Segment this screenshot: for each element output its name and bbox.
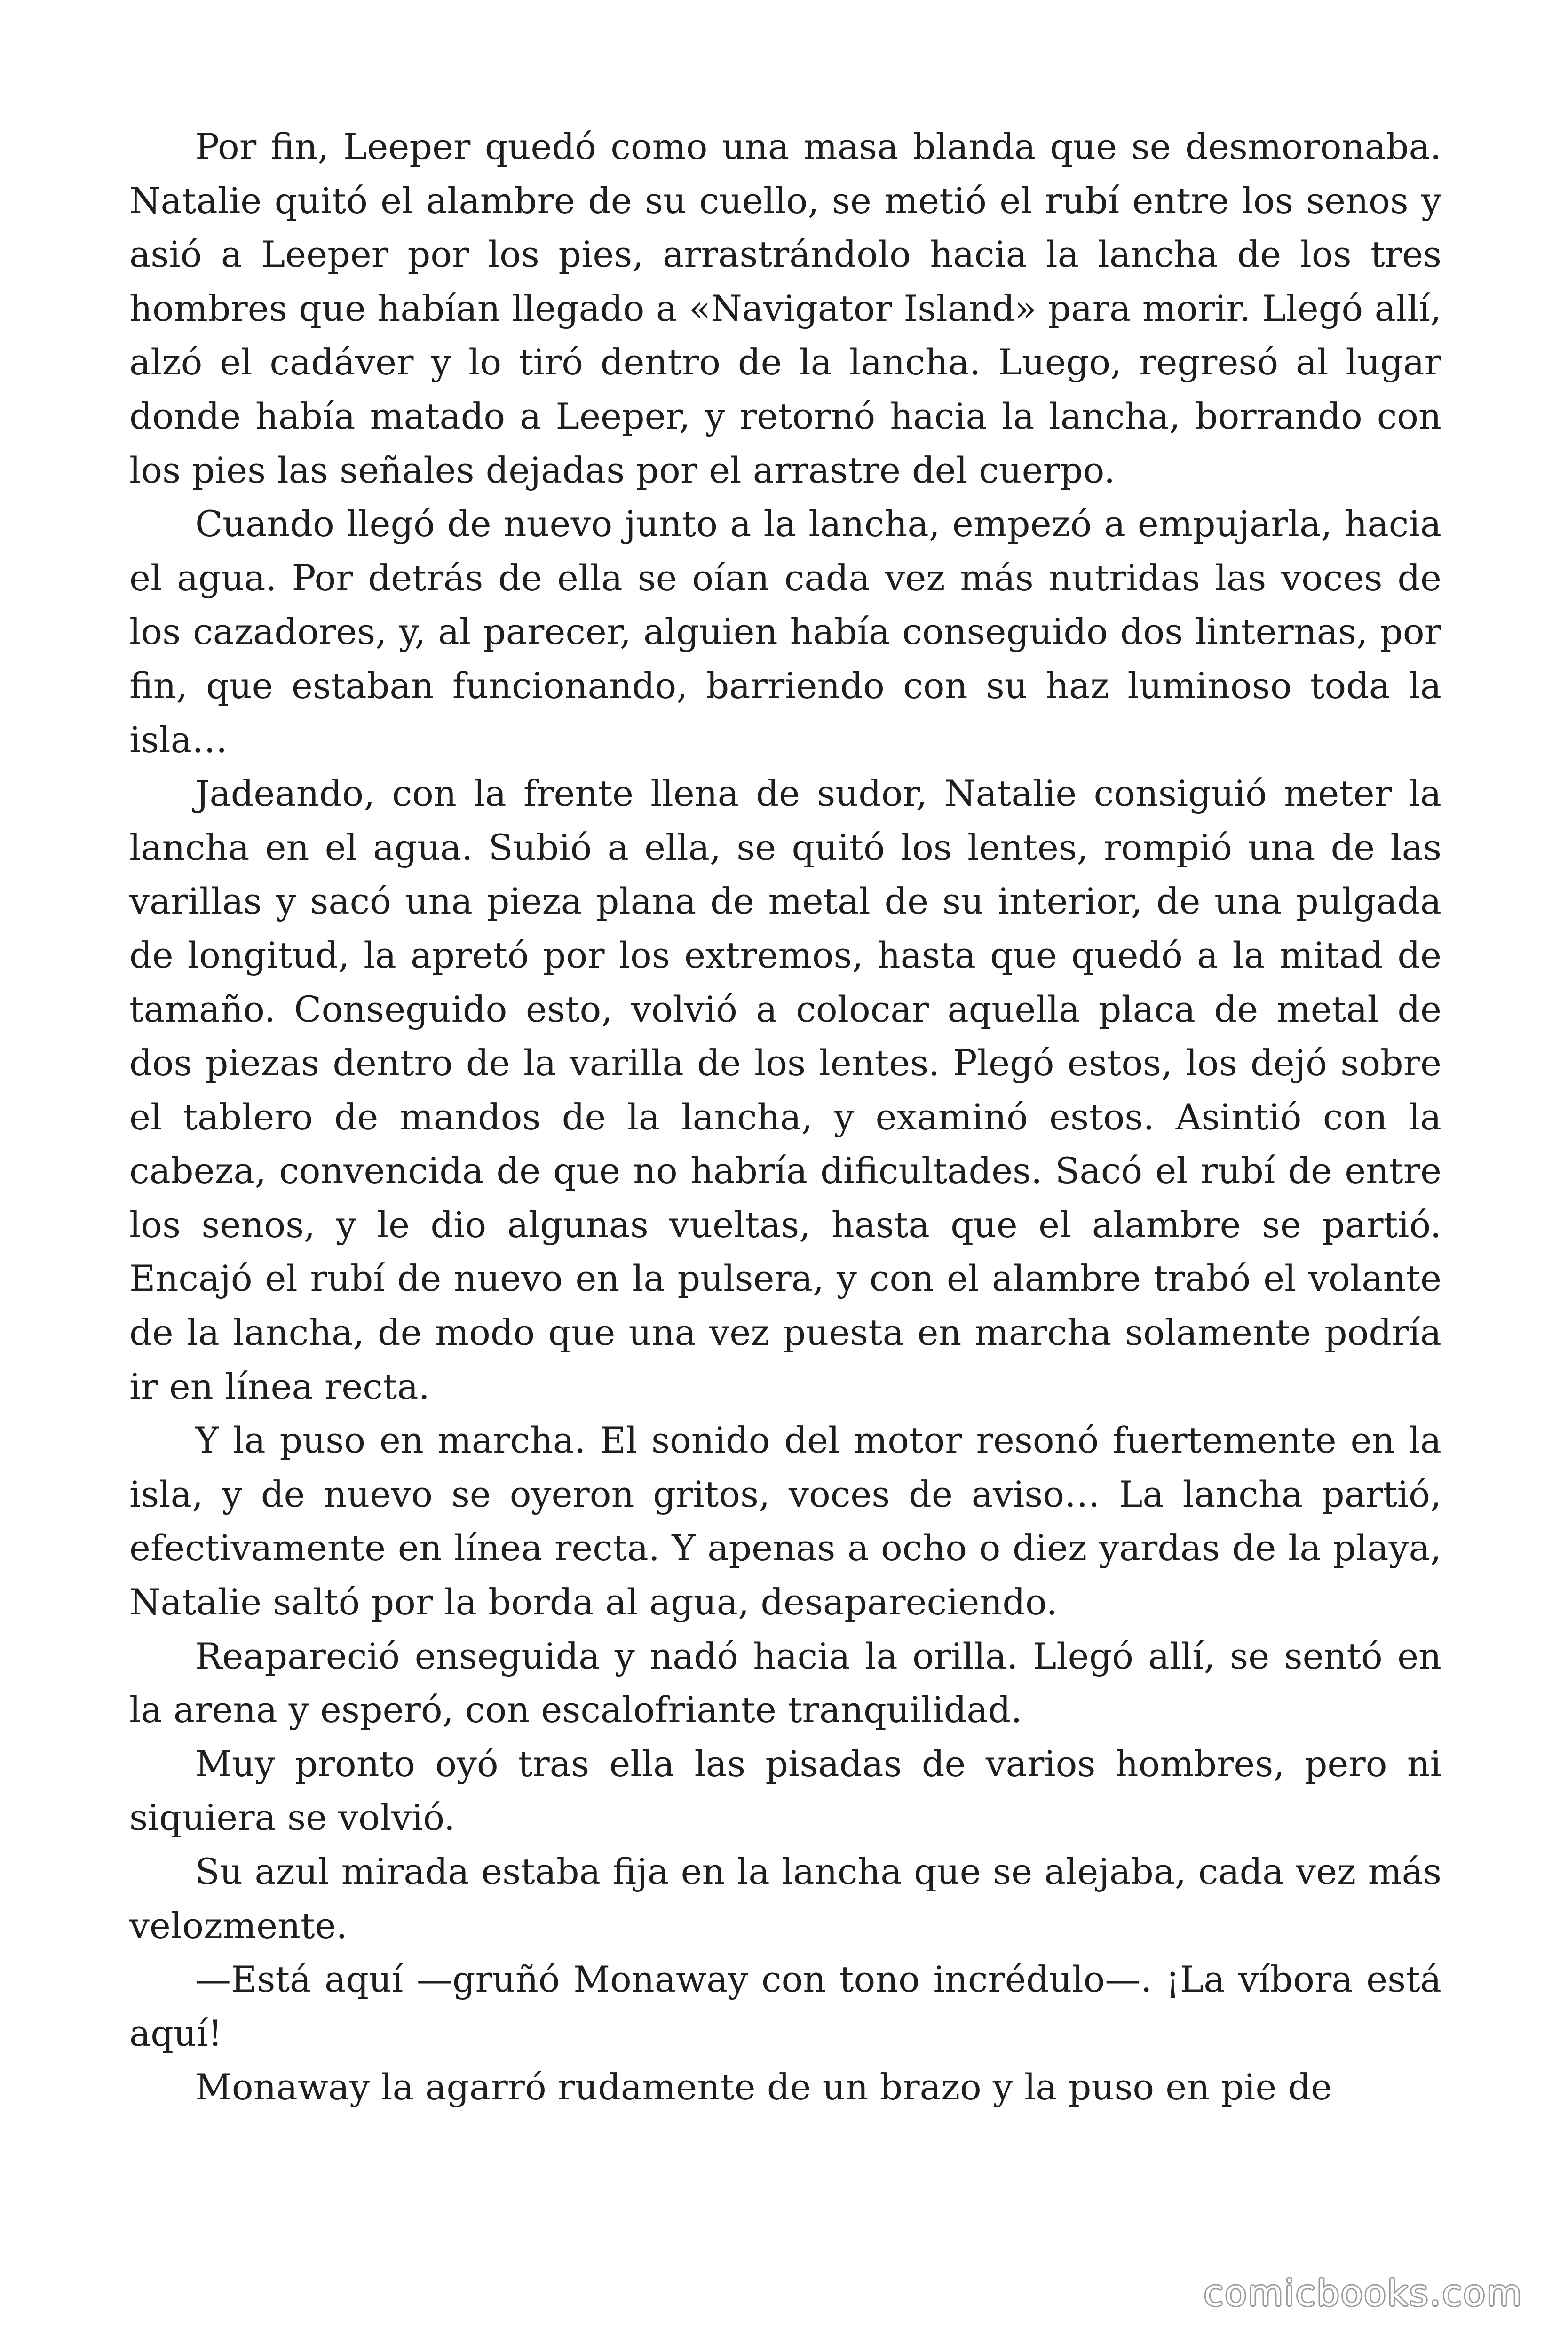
paragraph-2: Cuando llegó de nuevo junto a la lancha, empezó a empujarla, hacia el agua. Por detrás de ella se oían cada vez más nutridas las voces de los cazadores, y, al parecer, alguien había conseguido dos linternas, por fin, que estaban funcionando, barriendo con su haz luminoso toda la isla… [129,503,1441,761]
paragraph-8: —Está aquí —gruñó Monaway con tono incrédulo—. ¡La víbora está aquí! [129,1958,1441,2054]
paragraph-5: Reapareció enseguida y nadó hacia la orilla. Llegó allí, se sentó en la arena y esperó, con escalofriante tranquilidad. [129,1635,1441,1731]
paragraph-1: Por fin, Leeper quedó como una masa blanda que se desmoronaba. Natalie quitó el alambre de su cuello, se metió el rubí entre los senos y asió a Leeper por los pies, arrastrándolo hacia la lancha de los tres hombres que habían llegado a «Navigator Island» para morir. Llegó allí, alzó el cadáver y lo tiró dentro de la lancha. Luego, regresó al lugar donde había matado a Leeper, y retornó hacia la lancha, borrando con los pies las señales dejadas por el arrastre del cuerpo. [129,126,1441,491]
paragraph-9: Monaway la agarró rudamente de un brazo y la puso en pie de [195,2066,1332,2108]
paragraph-4: Y la puso en marcha. El sonido del motor resonó fuertemente en la isla, y de nuevo se oyeron gritos, voces de aviso… La lancha partió, efectivamente en línea recta. Y apenas a ocho o diez yardas de la playa, Natalie saltó por la borda al agua, desapareciendo. [129,1419,1441,1623]
paragraph-6: Muy pronto oyó tras ella las pisadas de varios hombres, pero ni siquiera se volvió. [129,1742,1441,1839]
paragraph-7: Su azul mirada estaba fija en la lancha que se alejaba, cada vez más velozmente. [129,1851,1441,1947]
page-body [129,120,1441,2114]
watermark: comicbooks.com [1204,2272,1523,2314]
paragraph-3: Jadeando, con la frente llena de sudor, Natalie consiguió meter la lancha en el agua. Subió a ella, se quitó los lentes, rompió una de las varillas y sacó una pieza plana de metal de su interior, de una pulgada de longitud, la apretó por los extremos, hasta que quedó a la mitad de tamaño. Conseguido esto, volvió a colocar aquella placa de metal de dos piezas dentro de la varilla de los lentes. Plegó estos, los dejó sobre el tablero de mandos de la lancha, y examinó estos. Asintió con la cabeza, convencida de que no habría dificultades. Sacó el rubí de entre los senos, y le dio algunas vueltas, hasta que el alambre se partió. Encajó el rubí de nuevo en la pulsera, y con el alambre trabó el volante de la lancha, de modo que una vez puesta en marcha solamente podría ir en línea recta. [129,772,1441,1407]
